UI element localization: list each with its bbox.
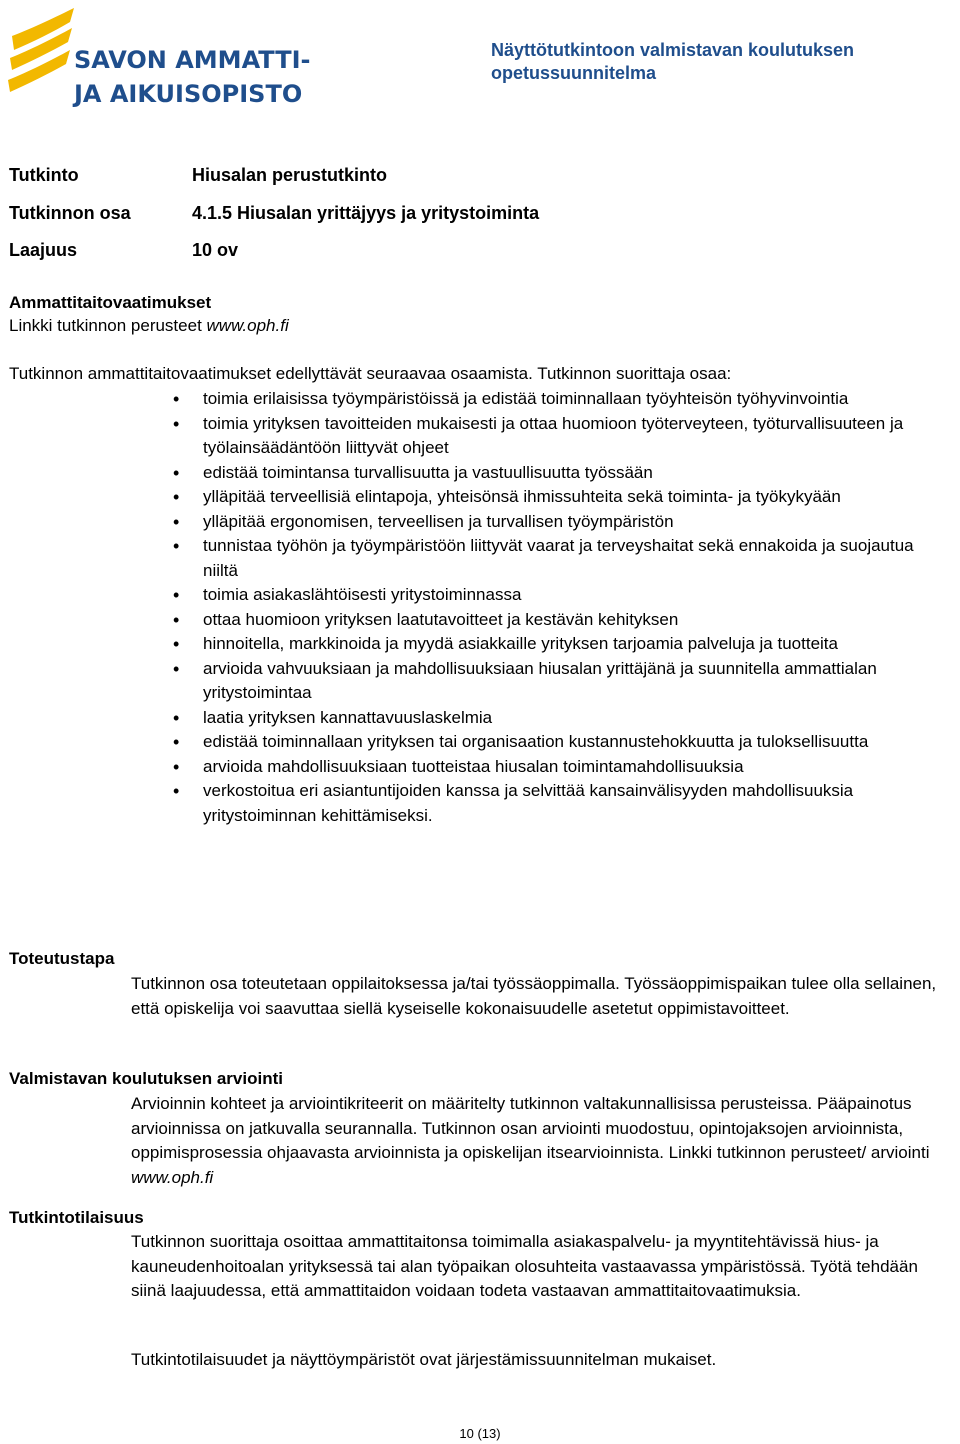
- oph-link[interactable]: www.oph.fi: [131, 1167, 214, 1187]
- assessment-title: Valmistavan koulutuksen arviointi: [9, 1069, 283, 1088]
- logo-line-1: SAVON AMMATTI-: [74, 46, 311, 74]
- list-item: • verkostoitua eri asiantuntijoiden kanssa ja selvittää kansainvälisyyden mahdollisuuksia yritystoiminnan kehittämiseksi.: [160, 779, 935, 828]
- list-item: • arvioida vahvuuksiaan ja mahdollisuuksiaan hiusalan yrittäjänä ja suunnitella ammattialan yritystoimintaa: [160, 657, 935, 706]
- list-item: • toimia asiakaslähtöisesti yritystoiminnassa: [160, 583, 935, 608]
- skills-list: [160, 387, 935, 828]
- requirements-intro: Tutkinnon ammattitaitovaatimukset edellyttävät seuraavaa osaamista. Tutkinnon suorittaja osaa:: [9, 364, 732, 383]
- list-item: • ylläpitää terveellisiä elintapoja, yhteisönsä ihmissuhteita sekä toiminta- ja työkykyään: [160, 485, 935, 510]
- list-item: • hinnoitella, markkinoida ja myydä asiakkaille yrityksen tarjoamia palveluja ja tuotteita: [160, 632, 935, 657]
- list-item: • tunnistaa työhön ja työympäristöön liittyvät vaarat ja terveyshaitat sekä ennakoida ja suojautua niiltä: [160, 534, 935, 583]
- list-item: • ottaa huomioon yrityksen laatutavoitteet ja kestävän kehityksen: [160, 608, 935, 633]
- logo: [8, 6, 348, 110]
- document-title: Näyttötutkintoon valmistavan koulutuksen opetussuunnitelma: [491, 40, 855, 83]
- meta-value: 4.1.5 Hiusalan yrittäjyys ja yritystoiminta: [192, 203, 540, 223]
- list-item: • toimia yrityksen tavoitteiden mukaisesti ja ottaa huomioon työterveyteen, työturvallisuuteen ja työlainsäädäntöön liittyvät ohjeet: [160, 412, 935, 461]
- list-item: • edistää toiminnallaan yrityksen tai organisaation kustannustehokkuutta ja tuloksellisuutta: [160, 730, 935, 755]
- list-item: • laatia yrityksen kannattavuuslaskelmia: [160, 706, 935, 731]
- page-number: 10 (13): [459, 1426, 501, 1441]
- logo-line-2: JA AIKUISOPISTO: [74, 80, 303, 108]
- list-item: • toimia erilaisissa työympäristöissä ja edistää toiminnallaan työyhteisön työhyvinvointia: [160, 387, 935, 412]
- requirements-title: Ammattitaitovaatimukset: [9, 293, 212, 312]
- implementation-text: Tutkinnon osa toteutetaan oppilaitoksessa ja/tai työssäoppimalla. Työssäoppimispaikan tulee olla sellainen, että opiskelija voi saavuttaa siellä kyseiselle kokonaisuudelle asetetut oppimistavoitteet.: [131, 974, 937, 1018]
- meta-label: Tutkinto: [9, 165, 79, 185]
- assessment-body: Arvioinnin kohteet ja arviointikriteerit on määritelty tutkinnon valtakunnallisissa perusteissa. Pääpainotus arvioinnissa on jatkuvalla seurannalla. Tutkinnon osan arviointi muodostuu, opintojaksojen arvioinnista, oppimisprosessia ohjaavasta arvioinnista ja opiskelijan itsearvioinnista. Linkki tutkinnon perusteet/ arviointi: [131, 1094, 930, 1162]
- list-item: • arvioida mahdollisuuksiaan tuotteistaa hiusalan toimintamahdollisuuksia: [160, 755, 935, 780]
- exam-text: Tutkinnon suorittaja osoittaa ammattitaitonsa toimimalla asiakaspalvelu- ja myyntitehtävissä hius- ja kauneudenhoitoalan yrityksessä tai alan työpaikan olosuhteita vastaavassa ympäristössä. Työtä tehdään siinä laajuudessa, että ammattitaidon voidaan todeta vastaavan ammattitaitovaatimuksia.: [131, 1232, 918, 1300]
- meta-value: 10 ov: [192, 240, 239, 260]
- list-item: • edistää toimintansa turvallisuutta ja vastuullisuutta työssään: [160, 461, 935, 486]
- logo-swoosh-icon: [8, 6, 78, 110]
- assessment-text: [131, 1092, 951, 1190]
- meta-label: Laajuus: [9, 240, 78, 260]
- link-prefix: Linkki tutkinnon perusteet: [9, 316, 207, 335]
- exam-note: Tutkintotilaisuudet ja näyttöympäristöt ovat järjestämissuunnitelman mukaiset.: [131, 1350, 717, 1369]
- implementation-title: Toteutustapa: [9, 949, 115, 968]
- meta-label: Tutkinnon osa: [9, 203, 131, 223]
- exam-title: Tutkintotilaisuus: [9, 1208, 144, 1227]
- list-item: • ylläpitää ergonomisen, terveellisen ja turvallisen työympäristön: [160, 510, 935, 535]
- meta-value: Hiusalan perustutkinto: [192, 165, 388, 185]
- requirements-link-line: [9, 315, 289, 337]
- oph-link[interactable]: www.oph.fi: [206, 316, 289, 335]
